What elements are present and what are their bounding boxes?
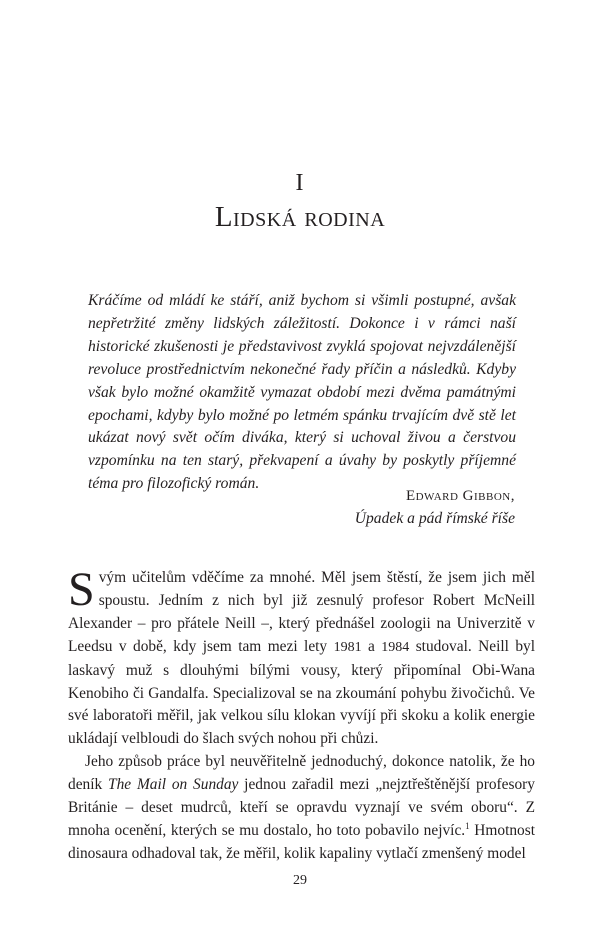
paragraph-1 bbox=[68, 563, 535, 751]
epigraph-author: Edward Gibbon, bbox=[405, 488, 515, 504]
paragraph-2 bbox=[68, 751, 535, 866]
epigraph-work: Úpadek a pád římské říše bbox=[354, 510, 515, 527]
footnote-marker[interactable]: 1 bbox=[465, 820, 470, 831]
paragraph-2-text-a: Jeho způsob práce byl neuvěřitelně jednoduchý, dokonce natolik, že ho deník bbox=[68, 753, 535, 794]
chapter-title: Lidská rodina bbox=[214, 201, 386, 233]
year-end: 1984 bbox=[381, 639, 410, 655]
page-number: 29 bbox=[293, 873, 307, 888]
year-start: 1981 bbox=[333, 639, 362, 655]
paragraph-1-text-c: studoval. Neill byl laskavý muž s dlouhými bílými vousy, který připomínal Obi-Wana Kenobiho či Gandalfa. Specializoval se na zkoumání pohybu živočichů. Ve své laboratoři měřil, jak velkou sílu klokan vyvíjí při skoku a kolik energie ukládají velbloudi do šlach svých nohou při chůzi. bbox=[68, 637, 535, 748]
body-text bbox=[68, 563, 535, 866]
drop-cap: S bbox=[68, 563, 95, 616]
chapter-number: I bbox=[295, 170, 305, 196]
paragraph-1-text-a: vým učitelům vděčíme za mnohé. Měl jsem štěstí, že jsem jich měl spoustu. Jedním z nich byl již zesnulý profesor Robert McNeill Alexander – pro přátele Neill –, který přednášel zoologii na Univerzitě v Leedsu v době, kdy jsem tam mezi lety bbox=[68, 569, 535, 655]
newspaper-title: The Mail on Sunday bbox=[108, 776, 239, 794]
paragraph-2-text-b: jednou zařadil mezi „nejztřeštěnější profesory Británie – deset mudrců, kteří se opravdu vyznají ve svém oboru“. Z mnoha ocenění, kterých se mu dostalo, ho toto pobavilo nejvíc. bbox=[68, 776, 535, 839]
paragraph-2-text-c: Hmotnost dinosaura odhadoval tak, že měřil, kolik kapaliny vytlačí zmenšený model bbox=[68, 821, 535, 862]
paragraph-1-text-b: a bbox=[361, 637, 382, 655]
epigraph-text: Kráčíme od mládí ke stáří, aniž bychom si všimli postupné, avšak nepřetržité změny lidských záležitostí. Dokonce i v rámci naší historické zkušenosti je představivost zvyklá spojovat nejvzdálenější revoluce prostřednictvím nekonečné řady příčin a následků. Kdyby však bylo možné okamžitě vymazat období mezi dvěma památnými epochami, kdyby bylo možné po letmém spánku trvajícím dvě stě let ukázat nový svět očím diváka, který si uchoval živou a čerstvou vzpomínku na ten starý, překvapení a úvahy by poskytly příjemné téma pro filozofický román. bbox=[88, 292, 516, 493]
